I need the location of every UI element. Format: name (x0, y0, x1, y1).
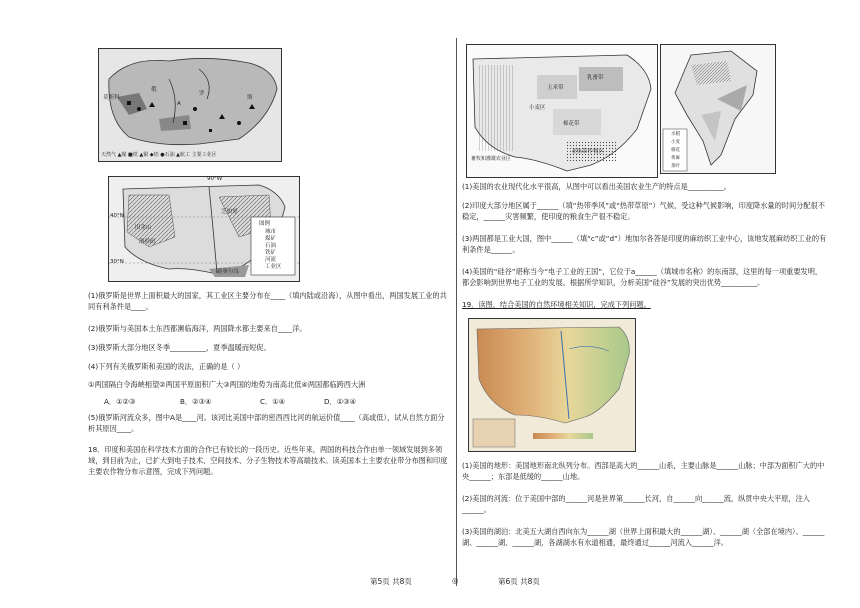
center-mark: ◎ (452, 576, 459, 585)
question-17-5: (5)俄罗斯河流众多，图中A是____河。该河比美国中部的密西西比河的航运价值____（高或低），试从自然方面分析其原因____。 (88, 413, 445, 433)
india-legend-jute: 黄麻 (671, 156, 680, 161)
choice-c: C．①④ (260, 397, 286, 406)
russia-label-1: 俄 (151, 87, 157, 93)
question-19-intro: 19．读图，结合美国的自然环境相关知识，完成下列问题。 (462, 300, 651, 309)
question-19-3: (3)美国的湖泊：北美五大湖自西向东为______湖（世界上面积最大的______湖）、______湖（全部在境内）、______湖、______湖、______湖，各湖湖水有水道相通，最终通过______河流入______洋。 (462, 527, 825, 547)
ag-label-corn: 玉米带 (547, 85, 564, 91)
india-legend-rice: 水稻 (671, 132, 680, 137)
ag-label-wheat: 小麦区 (529, 105, 546, 111)
india-map-svg (661, 45, 775, 173)
russia-label-3: 斯 (247, 95, 253, 101)
usa-industry-map (108, 176, 300, 282)
usa-agriculture-map (466, 44, 658, 178)
question-18-4: (4)美国的“硅谷”堪称当今“电子工业的王国”，它位于a______（填城市名称）的东南部，这里的每一项重要发明，都会影响到世界电子工业的发展。根据所学知识，分析美国“硅谷”发展的突出优势__________。 (462, 267, 823, 287)
ag-label-cotton: 棉花带 (563, 121, 580, 127)
question-19-2: (2)美国的河流：位于美国中部的______河是世界第______长河，自______向______流，纵贯中央大平原，注入______。 (462, 494, 810, 514)
column-divider (456, 38, 457, 586)
question-17-3: (3)俄罗斯大部分地区冬季__________，夏季温暖而短促。 (88, 343, 271, 352)
question-18-intro: 18．印度和美国在科学技术方面的合作已有较长的一段历史。近些年来，两国的科技合作由单一领域发展到多领域，到目前为止，已扩大到电子技术、空间技术、分子生物技术等高端技术。读美国本土主要农业带分布图和印度主要农作物分布示意图，完成下列问题。 (88, 445, 448, 476)
usa-relief-map (468, 318, 636, 452)
question-18-2: (2)印度大部分地区属于______（填“热带季风”或“热带草原”）气候，受这种气候影响，印度降水量的时间分配很不稳定，______灾害频繁，使印度的粮食生产很不稳定。 (462, 201, 825, 221)
russia-map-legend: 天然气 ▲煤 ■铁 ▲铜 ◆铝 ●石油 ▲航工 主要工业区 (101, 152, 217, 158)
question-19-1: (1)美国的地形：美国地形南北纵列分布。西部是高大的______山系，主要山脉是______山脉；中部为面积广大的中央______；东部是低缓的______山地。 (462, 461, 825, 481)
ag-label-ranch: 畜牧和灌溉农业区 (471, 156, 512, 162)
usa-city-neworleans: 新奥尔良 (217, 269, 240, 275)
usa-city-sf: 旧金山 (135, 225, 152, 231)
russia-industry-map (98, 48, 282, 162)
usa-legend-item-2: 煤矿 (265, 236, 277, 242)
question-17-2: (2)俄罗斯与美国本土东西都濒临海洋，两国降水都主要来自____洋。 (88, 324, 307, 333)
question-18-1: (1)美国的农业现代化水平很高，从图中可以看出美国农业生产的特点是__________。 (462, 182, 731, 191)
usa-legend-item-3: 石油 (265, 243, 277, 249)
right-column (462, 0, 832, 608)
page-footer-right: 第6页 共8页 (498, 577, 540, 586)
question-17-4-statements: ①两国隔白令海峡相望②两国平原面积广大③两国的地势为南高北低④两国都临跨西大洲 (88, 380, 366, 389)
usa-city-chicago: 芝加哥 (221, 209, 238, 215)
page-footer-left: 第5页 共8页 (370, 577, 412, 586)
question-17-1: (1)俄罗斯是世界上面积最大的国家，其工业区主要分布在____（填内陆或沿海），从图中看出，两国发展工业的共同有利条件是____。 (88, 291, 447, 311)
ag-label-dairy: 乳畜带 (587, 75, 604, 81)
ag-label-subtropical: 亚热带作物区 (571, 149, 605, 155)
usa-lat40-label: 40°N (110, 213, 124, 219)
usa-legend-item-4: 铁矿 (265, 250, 277, 256)
usa-lon-label: 90°W (207, 176, 223, 182)
usa-relief-svg (469, 319, 635, 451)
usa-legend-item-1: 城市 (265, 229, 277, 235)
choice-b: B．②③④ (180, 397, 212, 406)
choice-d: D．①③④ (324, 397, 357, 406)
india-legend-tea: 茶叶 (671, 164, 680, 169)
usa-lat30-label: 30°N (110, 259, 124, 265)
choice-a: A．①②③ (104, 397, 136, 406)
india-legend-cotton: 棉花 (671, 148, 680, 153)
india-legend-wheat: 小麦 (671, 140, 680, 145)
russia-label-2: 罗 (199, 91, 205, 97)
usa-city-la: 洛杉矶 (139, 239, 156, 245)
india-crops-map (660, 44, 776, 174)
question-18-3: (3)两国都是工业大国，图中______（填“c”或“d”）地加尔各答是印度的麻纺织工业中心，该地发展麻纺织工业的有利条件是______。 (462, 234, 827, 254)
question-17-4: (4)下列有关俄罗斯和美国的说法，正确的是（ ） (88, 362, 245, 371)
left-column (88, 0, 450, 608)
russia-label-moscow: 莫斯科 (103, 95, 120, 101)
russia-map-svg (99, 49, 281, 161)
usa-legend-item-6: 工业区 (265, 264, 282, 270)
russia-label-a: A (177, 101, 181, 107)
usa-legend-title: 图例 (259, 221, 271, 227)
usa-legend-item-5: 河流 (265, 257, 277, 263)
